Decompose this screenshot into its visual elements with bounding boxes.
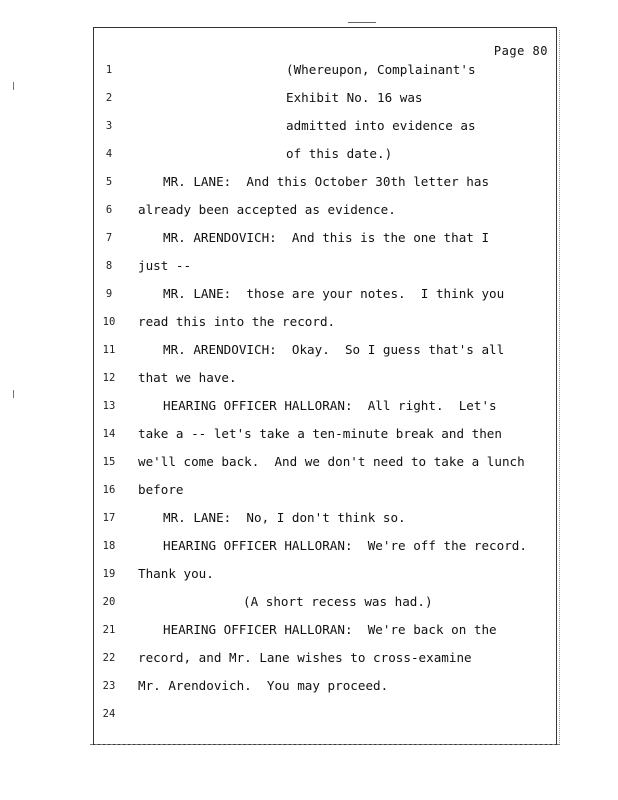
line-number: 14 [102, 428, 116, 440]
line-text: MR. LANE: No, I don't think so. [163, 510, 406, 525]
line-number: 5 [105, 176, 113, 188]
transcript-line [0, 620, 618, 640]
line-text: before [138, 482, 184, 497]
line-number: 12 [102, 372, 116, 384]
transcript-line [0, 116, 618, 136]
line-number: 22 [102, 652, 116, 664]
line-text: already been accepted as evidence. [138, 202, 396, 217]
line-number: 15 [102, 456, 116, 468]
transcript-line [0, 480, 618, 500]
transcript-line [0, 508, 618, 528]
line-text: Exhibit No. 16 was [286, 90, 423, 105]
transcript-line [0, 88, 618, 108]
line-text: read this into the record. [138, 314, 336, 329]
line-number: 1 [105, 64, 113, 76]
page-number: Page 80 [493, 44, 548, 58]
transcript-line [0, 536, 618, 556]
transcript-line [0, 452, 618, 472]
line-number: 3 [105, 120, 113, 132]
line-text: Thank you. [138, 566, 214, 581]
line-number: 7 [105, 232, 113, 244]
line-number: 16 [102, 484, 116, 496]
line-text: HEARING OFFICER HALLORAN: All right. Let's [163, 398, 497, 413]
line-text: of this date.) [286, 146, 393, 161]
transcript-line [0, 312, 618, 332]
transcript-line [0, 648, 618, 668]
line-text: HEARING OFFICER HALLORAN: We're off the record. [163, 538, 527, 553]
transcript-line [0, 424, 618, 444]
transcript-line [0, 172, 618, 192]
line-number: 10 [102, 316, 116, 328]
transcript-line [0, 256, 618, 276]
line-number: 19 [102, 568, 116, 580]
line-text: just -- [138, 258, 192, 273]
transcript-line [0, 592, 618, 612]
line-number: 2 [105, 92, 113, 104]
line-number: 6 [105, 204, 113, 216]
line-text: admitted into evidence as [286, 118, 476, 133]
line-number: 20 [102, 596, 116, 608]
line-text: (A short recess was had.) [243, 594, 433, 609]
transcript-line [0, 228, 618, 248]
line-number: 24 [102, 708, 116, 720]
transcript-line [0, 144, 618, 164]
line-text: MR. LANE: those are your notes. I think you [163, 286, 505, 301]
transcript-line [0, 676, 618, 696]
line-text: take a -- let's take a ten-minute break and then [138, 426, 502, 441]
line-text: record, and Mr. Lane wishes to cross-examine [138, 650, 472, 665]
line-number: 18 [102, 540, 116, 552]
transcript-line [0, 704, 618, 724]
line-text: MR. ARENDOVICH: Okay. So I guess that's all [163, 342, 505, 357]
transcript-line [0, 564, 618, 584]
line-number: 17 [102, 512, 116, 524]
line-text: (Whereupon, Complainant's [286, 62, 476, 77]
line-number: 13 [102, 400, 116, 412]
line-text: we'll come back. And we don't need to take a lunch [138, 454, 525, 469]
line-text: MR. ARENDOVICH: And this is the one that I [163, 230, 490, 245]
transcript-line [0, 396, 618, 416]
line-number: 8 [105, 260, 113, 272]
line-text: MR. LANE: And this October 30th letter has [163, 174, 490, 189]
scan-mark-bottom [90, 744, 560, 749]
line-text: Mr. Arendovich. You may proceed. [138, 678, 389, 693]
line-number: 11 [102, 344, 116, 356]
transcript-line [0, 368, 618, 388]
line-number: 4 [105, 148, 113, 160]
line-number: 23 [102, 680, 116, 692]
line-number: 21 [102, 624, 116, 636]
line-text: that we have. [138, 370, 237, 385]
line-number: 9 [105, 288, 113, 300]
transcript-line [0, 60, 618, 80]
transcript-line [0, 200, 618, 220]
transcript-line [0, 284, 618, 304]
transcript-line [0, 340, 618, 360]
scan-mark-top [348, 22, 376, 23]
line-text: HEARING OFFICER HALLORAN: We're back on the [163, 622, 497, 637]
